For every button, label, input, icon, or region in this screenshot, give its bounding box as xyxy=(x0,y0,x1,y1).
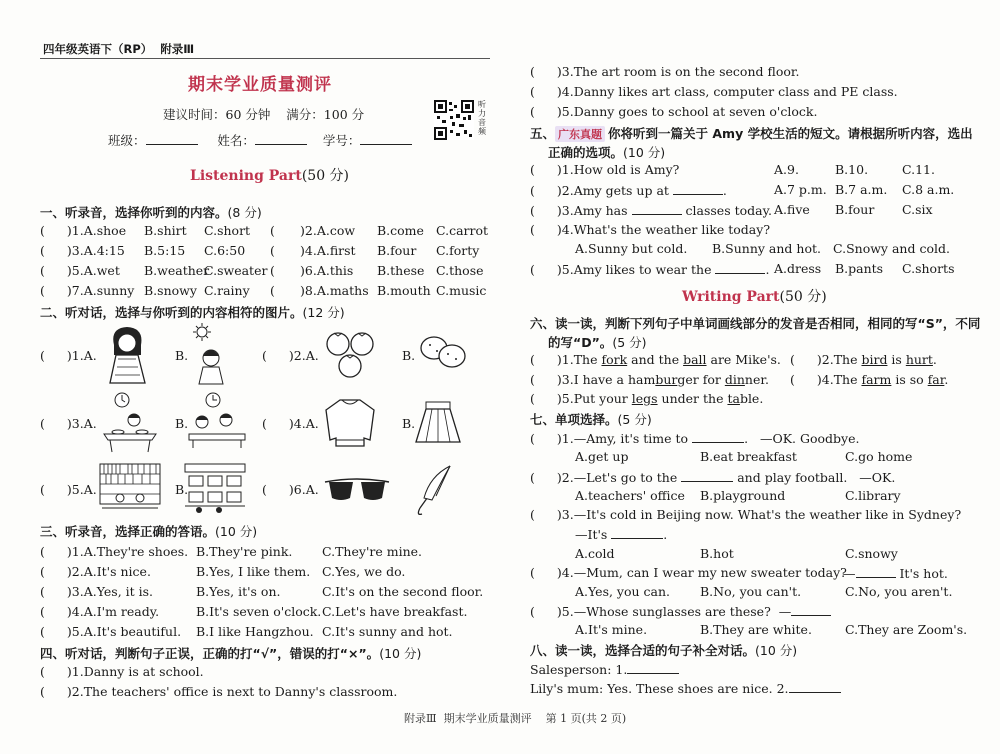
list-item: ( )5.Amy likes to wear the . A.dress B.pants C.shorts xyxy=(530,261,955,277)
option-label: B. xyxy=(175,482,189,497)
options-row: A.teachers' office B.playground C.library xyxy=(575,488,901,503)
list-item: ( )4.The farm is so far. xyxy=(790,372,949,387)
header-rule xyxy=(40,58,490,59)
skirt-illustration xyxy=(412,398,464,448)
kids-clock-illustration xyxy=(185,390,250,450)
tomatoes-illustration xyxy=(322,322,382,382)
list-item: ( )1.Danny is at school. xyxy=(40,664,204,679)
options-row: A.cold B.hot C.snowy xyxy=(575,546,898,561)
list-item: ( )4.What's the weather like today? xyxy=(530,222,771,237)
list-item: ( )2.A.It's nice. B.Yes, I like them. C.Yes, we do. xyxy=(40,564,406,579)
list-item: ( )2.Amy gets up at . A.7 p.m. B.7 a.m. C.8 a.m. xyxy=(530,182,955,198)
list-item: ( )5.A. xyxy=(40,482,97,497)
list-item: ( )4.A.I'm ready. B.It's seven o'clock. C.Let's have breakfast. xyxy=(40,604,468,619)
girl-cold-illustration xyxy=(100,323,155,385)
section8-heading: 八、读一读，选择合适的句子补全对话。(10 分) xyxy=(530,643,798,658)
list-item: ( )3.Amy has classes today. A.five B.four C.six xyxy=(530,202,933,218)
sweater-illustration xyxy=(322,396,378,448)
qr-caption: 听力音频 xyxy=(478,100,486,136)
list-item: ( )2.The bird is hurt. xyxy=(790,352,937,367)
dialogue-line: Salesperson: 1. xyxy=(530,661,679,677)
listening-title: Listening Part(50 分) xyxy=(190,168,350,184)
list-item: ( )3.I have a hamburger for dinner. xyxy=(530,372,769,387)
list-item: ( )4.Danny likes art class, computer class and PE class. xyxy=(530,84,898,99)
grade-label: 四年级英语下（RP） 附录Ⅲ xyxy=(43,42,195,56)
potatoes-illustration xyxy=(418,328,468,374)
list-item: ( )4.A. xyxy=(262,416,319,431)
list-item: ( )3.A.4:15 B.5:15 C.6:50 ( )4.A.first B.four C.forty xyxy=(40,243,480,258)
option-label: B. xyxy=(402,416,416,431)
section2-heading: 二、听对话，选择与你听到的内容相符的图片。(12 分) xyxy=(40,305,345,320)
list-item: ( )2.A. xyxy=(262,348,319,363)
section6-heading-line2: 的写“D”。(5 分) xyxy=(548,335,647,350)
list-item: ( )5.Put your legs under the table. xyxy=(530,391,764,406)
list-item: ( )7.A.sunny B.snowy C.rainy ( )8.A.maths B.mouth C.music xyxy=(40,283,487,298)
library-illustration xyxy=(98,460,162,516)
sunglasses-illustration xyxy=(323,474,391,504)
options-row: A.Yes, you can. B.No, you can't. C.No, you aren't. xyxy=(575,584,953,599)
list-item: ( )1.—Amy, it's time to . —OK. Goodbye. xyxy=(530,431,860,446)
writing-title: Writing Part(50 分) xyxy=(682,289,827,305)
list-item: ( )3.The art room is on the second floor. xyxy=(530,64,800,79)
list-item: ( )5.—Whose sunglasses are these? — xyxy=(530,603,831,619)
option-label: B. xyxy=(175,416,189,431)
options-row: A.It's mine. B.They are white. C.They are Zoom's. xyxy=(575,622,968,637)
option-label: B. xyxy=(175,348,189,363)
dialogue-line: Lily's mum: Yes. These shoes are nice. 2. xyxy=(530,680,841,696)
qr-code[interactable] xyxy=(434,100,474,140)
list-item: ( )3.—It's cold in Beijing now. What's the weather like in Sydney? xyxy=(530,507,962,522)
option-label: B. xyxy=(402,348,416,363)
section6-heading: 六、读一读，判断下列句子中单词画线部分的发音是否相同，相同的写“S”，不同 xyxy=(530,316,981,331)
umbrella-illustration xyxy=(410,462,460,518)
breakfast-table-illustration xyxy=(100,390,160,454)
section4-heading: 四、听对话，判断句子正误，正确的打“√”，错误的打“×”。(10 分) xyxy=(40,646,422,661)
list-item: ( )6.A. xyxy=(262,482,319,497)
list-item: ( )1.The fork and the ball are Mike's. xyxy=(530,352,781,367)
sun-and-boy-illustration xyxy=(187,322,232,386)
list-item: ( )1.How old is Amy? A.9. B.10. C.11. xyxy=(530,162,935,177)
list-item: ( )2.The teachers' office is next to Danny's classroom. xyxy=(40,684,398,699)
list-item: ( )5.A.wet B.weather C.sweater ( )6.A.this B.these C.those xyxy=(40,263,484,278)
list-item: ( )1.A. xyxy=(40,348,97,363)
section7-heading: 七、单项选择。(5 分) xyxy=(530,412,652,427)
section1-heading: 一、听录音，选择你听到的内容。(8 分) xyxy=(40,205,262,220)
options-row: A.Sunny but cold. B.Sunny and hot. C.Snowy and cold. xyxy=(575,241,950,256)
list-item: ( )1.A.shoe B.shirt C.short ( )2.A.cow B.come C.carrot xyxy=(40,223,489,238)
list-item: ( )3.A.Yes, it is. B.Yes, it's on. C.It's on the second floor. xyxy=(40,584,484,599)
list-item: ( )2.—Let's go to the and play football. —OK. xyxy=(530,470,896,485)
list-item: ( )5.Danny goes to school at seven o'clock. xyxy=(530,104,818,119)
page-title: 期末学业质量测评 xyxy=(188,75,332,95)
list-item: ( )5.A.It's beautiful. B.I like Hangzhou. C.It's sunny and hot. xyxy=(40,624,453,639)
section3-heading: 三、听录音，选择正确的答语。(10 分) xyxy=(40,524,258,539)
section5-heading-line2: 正确的选项。(10 分) xyxy=(548,145,666,160)
list-item: ( )1.A.They're shoes. B.They're pink. C.They're mine. xyxy=(40,544,422,559)
guangdong-tag: 广东真题 xyxy=(555,126,605,142)
section5-heading: 五、 广东真题 你将听到一篇关于 Amy 学校生活的短文。请根据所听内容，选出 xyxy=(530,126,973,141)
computer-room-illustration xyxy=(183,460,247,516)
list-item: ( )4.—Mum, can I wear my new sweater today? — It's hot. xyxy=(530,565,948,581)
time-info: 建议时间：60 分钟 满分：100 分 xyxy=(163,107,365,122)
options-row: A.get up B.eat breakfast C.go home xyxy=(575,449,913,464)
page-footer: 附录Ⅲ 期末学业质量测评 第 1 页(共 2 页) xyxy=(404,712,627,725)
student-fields: 班级： 姓名： 学号： xyxy=(108,131,412,149)
list-item: ( )3.A. xyxy=(40,416,97,431)
answer-line: —It's . xyxy=(575,527,668,542)
